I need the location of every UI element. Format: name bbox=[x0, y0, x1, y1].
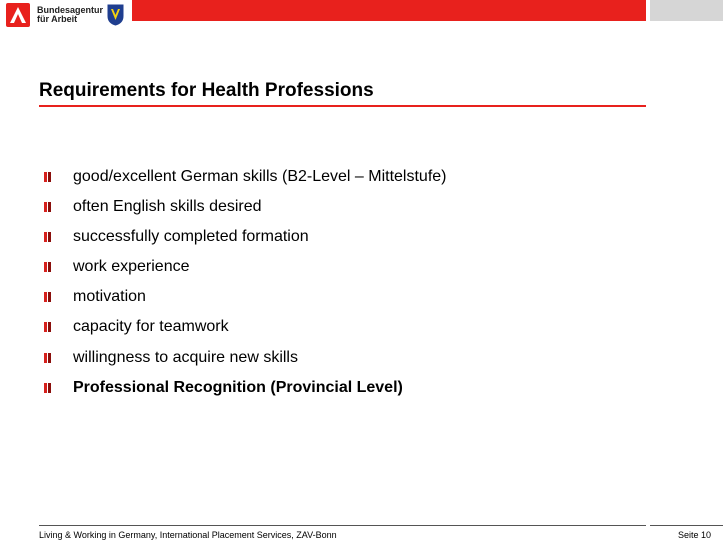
red-square-bullet-icon bbox=[44, 292, 52, 302]
page-number: Seite 10 bbox=[677, 530, 711, 540]
list-item-text: willingness to acquire new skills bbox=[73, 348, 298, 366]
list-item-text: Professional Recognition (Provincial Level) bbox=[73, 378, 403, 396]
footer-divider bbox=[39, 525, 646, 526]
red-square-bullet-icon bbox=[44, 172, 52, 182]
list-item-text: successfully completed formation bbox=[73, 228, 309, 246]
logo-line2: für Arbeit bbox=[37, 14, 78, 24]
logo-wordmark bbox=[37, 6, 103, 24]
red-square-bullet-icon bbox=[44, 383, 52, 393]
red-square-bullet-icon bbox=[44, 232, 52, 242]
bundesagentur-a-logo-icon bbox=[6, 3, 30, 27]
footer-divider-right bbox=[650, 525, 723, 526]
list-item-text: motivation bbox=[73, 288, 146, 306]
list-item-text: often English skills desired bbox=[73, 198, 262, 216]
agency-logo bbox=[6, 3, 126, 27]
header-red-bar bbox=[132, 0, 646, 21]
list-item-text: good/excellent German skills (B2-Level – Mittelstufe) bbox=[73, 168, 447, 185]
title-underline bbox=[39, 105, 646, 107]
header-gray-block bbox=[650, 0, 723, 21]
slide-title: Requirements for Health Professions bbox=[39, 80, 374, 101]
red-square-bullet-icon bbox=[44, 353, 52, 363]
red-square-bullet-icon bbox=[44, 262, 52, 272]
red-square-bullet-icon bbox=[44, 322, 52, 332]
zav-crest-icon bbox=[107, 4, 124, 26]
footer-caption: Living & Working in Germany, International Placement Services, ZAV-Bonn bbox=[39, 530, 337, 540]
list-item-text: work experience bbox=[73, 258, 190, 276]
red-square-bullet-icon bbox=[44, 202, 52, 212]
list-item-text: capacity for teamwork bbox=[73, 318, 229, 336]
logo-line1: Bundesagentur bbox=[37, 5, 104, 15]
